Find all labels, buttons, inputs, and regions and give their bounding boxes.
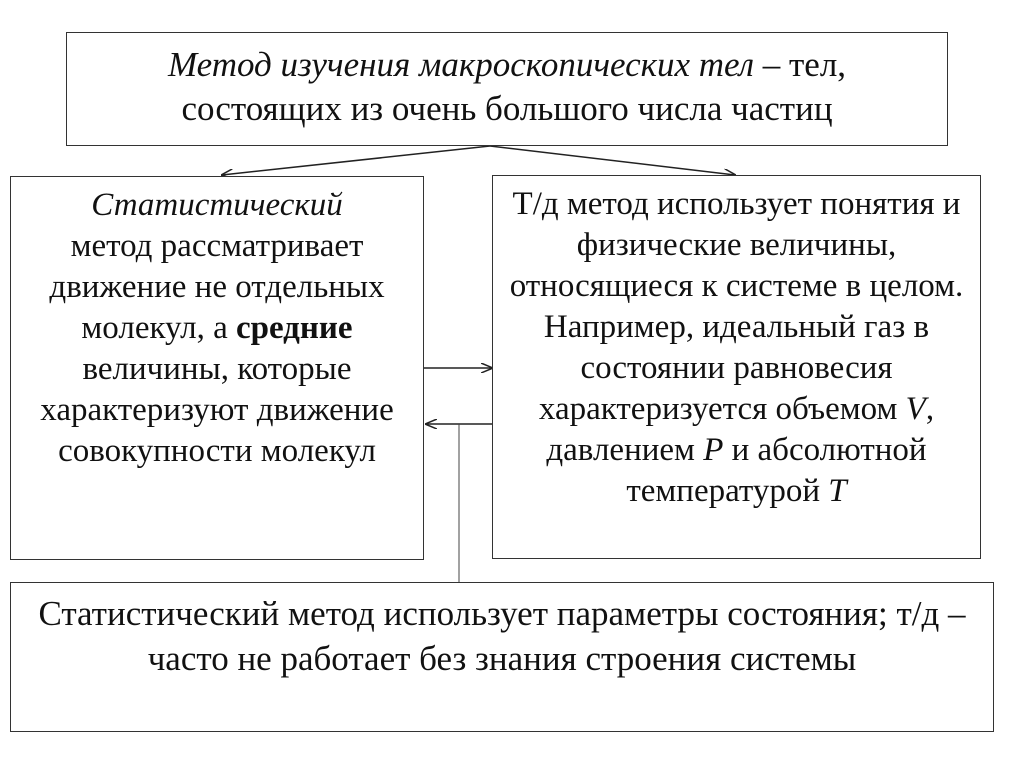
- statistical-method-text: Статистический метод рассматривает движение не отдельных молекул, а средние величины, которые характеризуют движение совокупности молекул: [40, 187, 394, 469]
- statistical-method-box: [10, 176, 424, 560]
- method-title-line2: состоящих из очень большого числа частиц: [181, 89, 833, 128]
- arrow-to-thermodynamic: [490, 146, 735, 175]
- thermodynamic-method-box: [492, 175, 981, 559]
- method-box: [66, 32, 948, 146]
- conclusion-box: [10, 582, 994, 732]
- thermodynamic-method-text: Т/д метод использует понятия и физические величины, относящиеся к системе в целом. Например, идеальный газ в состоянии равновесия характеризуется объемом V, давлением P и абсолютной температурой T: [509, 186, 964, 509]
- method-title-line1: Метод изучения макроскопических тел – тел,: [167, 45, 847, 84]
- conclusion-text: Статистический метод использует параметры состояния; т/д – часто не работает без знания строения системы: [38, 594, 966, 678]
- arrow-to-statistical: [222, 146, 490, 175]
